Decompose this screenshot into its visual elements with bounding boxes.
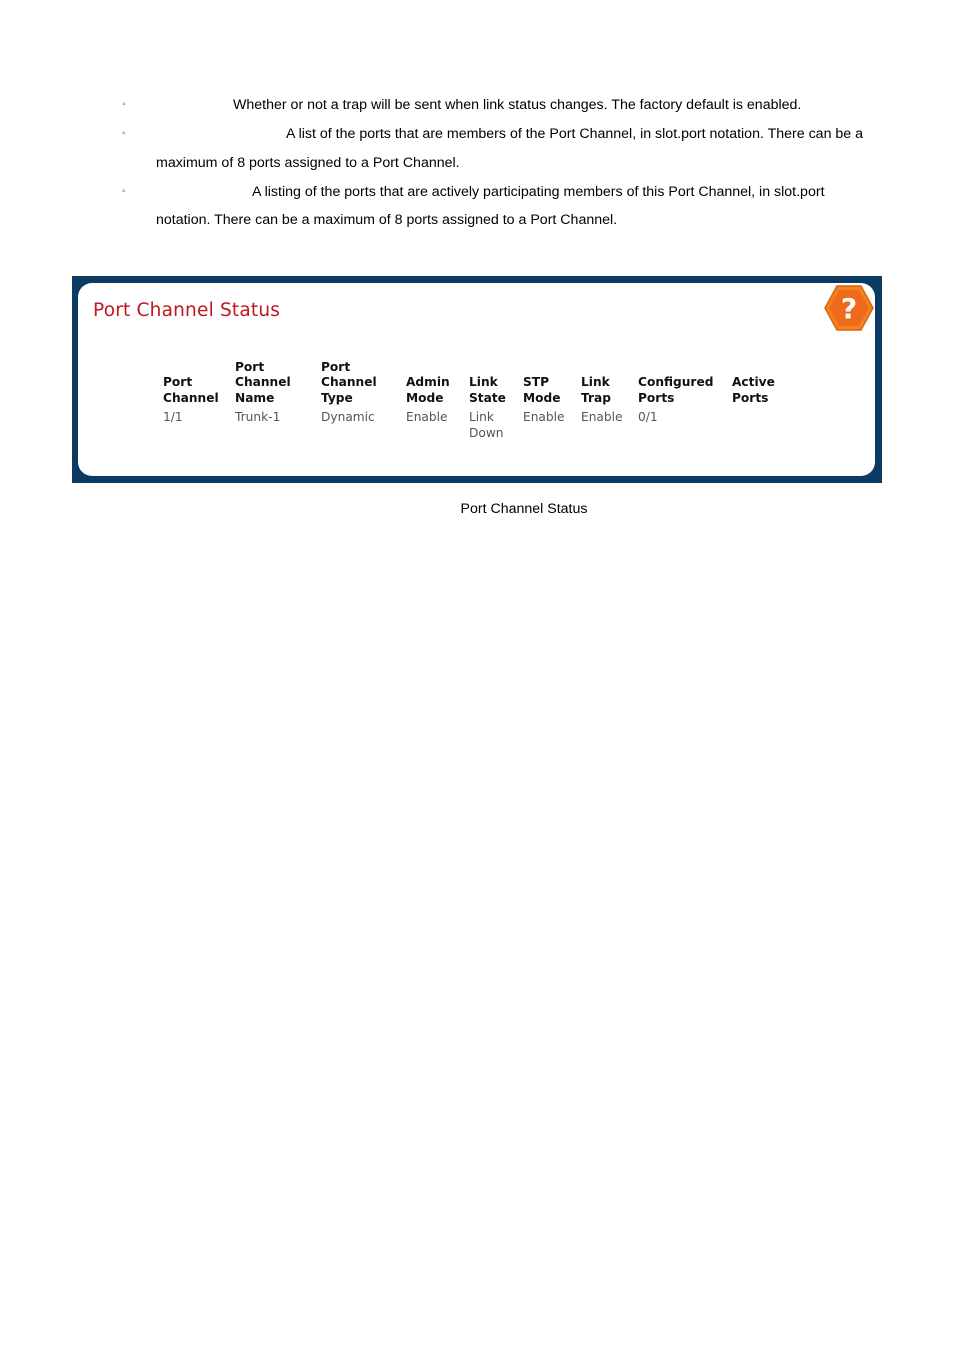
col-header-admin-mode: Admin Mode: [406, 375, 450, 405]
item-1-text: Whether or not a trap will be sent when link status changes. The factory default is enabled.: [233, 97, 802, 113]
col-header-port-channel-name: Port Channel Name: [235, 359, 291, 405]
item-2-continuation: maximum of 8 ports assigned to a Port Channel.: [156, 155, 460, 171]
col-header-link-trap: Link Trap: [581, 375, 611, 405]
cell-link-state: Link Down: [469, 410, 504, 440]
cell-port-channel-name: Trunk-1: [235, 410, 281, 424]
help-button[interactable]: [824, 285, 874, 331]
col-header-configured-ports: Configured Ports: [638, 375, 714, 405]
item-3-text: A listing of the ports that are actively participating members of this Port Channel, in slot.port: [252, 184, 825, 200]
cell-configured-ports: 0/1: [638, 410, 658, 424]
col-header-port-channel-type: Port Channel Type: [321, 359, 377, 405]
question-hexagon-icon: [824, 285, 874, 331]
cell-link-trap: Enable: [581, 410, 623, 424]
bullet-3: ◦: [122, 186, 126, 197]
bullet-2: ◦: [122, 128, 126, 139]
item-2-text: A list of the ports that are members of the Port Channel, in slot.port notation. There can be a: [286, 126, 864, 142]
col-header-port-channel: Port Channel: [163, 375, 219, 405]
cell-stp-mode: Enable: [523, 410, 565, 424]
bullet-1: ◦: [122, 99, 126, 110]
panel-title: Port Channel Status: [93, 300, 281, 321]
item-3-continuation: notation. There can be a maximum of 8 ports assigned to a Port Channel.: [156, 212, 618, 228]
figure-caption: Port Channel Status: [460, 501, 588, 517]
col-header-active-ports: Active Ports: [732, 375, 775, 405]
cell-admin-mode: Enable: [406, 410, 448, 424]
cell-port-channel[interactable]: 1/1: [163, 410, 183, 424]
col-header-stp-mode: STP Mode: [523, 375, 561, 405]
cell-port-channel-type: Dynamic: [321, 410, 375, 424]
col-header-link-state: Link State: [469, 375, 506, 405]
svg-text:?: ?: [840, 292, 858, 325]
